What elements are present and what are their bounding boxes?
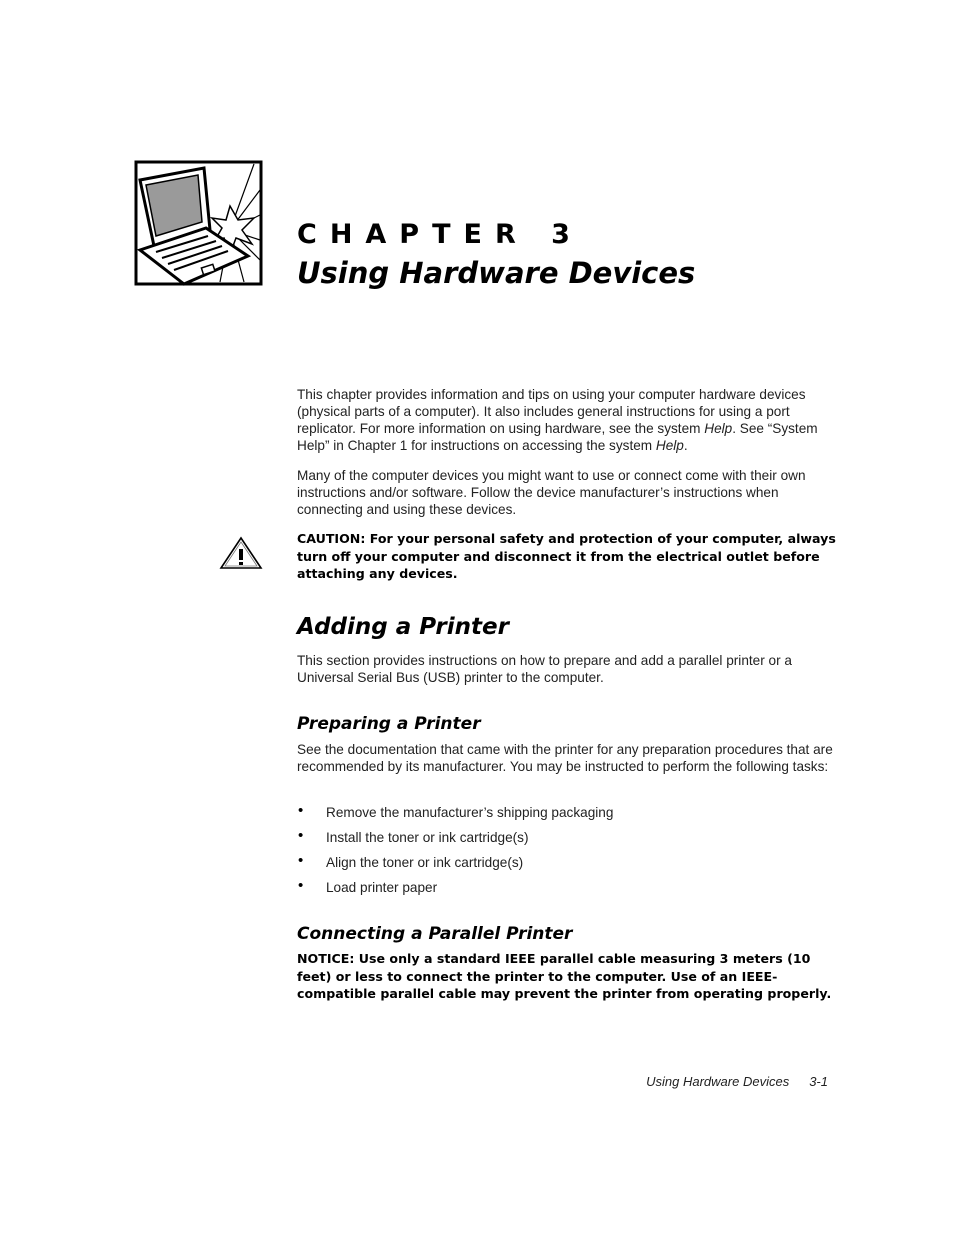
bullet-glyph: • bbox=[298, 827, 304, 844]
preparing-printer-paragraph: See the documentation that came with the printer for any preparation procedures that are recommended by its manufacturer. You may be instructed to perform the following tasks: bbox=[297, 742, 833, 774]
caution-statement: CAUTION: For your personal safety and protection of your computer, always turn off your computer and disconnect it from the electrical outlet before attaching any devices. bbox=[297, 531, 836, 581]
laptop-illustration-icon bbox=[134, 160, 264, 288]
running-title: Using Hardware Devices bbox=[646, 1074, 790, 1089]
bullet-glyph: • bbox=[298, 802, 304, 819]
heading-adding-a-printer: Adding a Printer bbox=[297, 614, 509, 640]
list-item: • Remove the manufacturer’s shipping packaging bbox=[298, 802, 614, 820]
intro-paragraph-2: Many of the computer devices you might want to use or connect come with their own instructions and/or software. Follow the device manufacturer’s instructions when connecting and using these devices. bbox=[297, 468, 806, 517]
heading-preparing-a-printer: Preparing a Printer bbox=[297, 714, 481, 734]
bullet-glyph: • bbox=[298, 877, 304, 894]
list-item: • Align the toner or ink cartridge(s) bbox=[298, 852, 524, 870]
bullet-glyph: • bbox=[298, 852, 304, 869]
intro-paragraph-1: This chapter provides information and tips on using your computer hardware devices (physical parts of a computer). It also includes general instructions for using a port replicator. For more information on using hardware, see the system Help. See “System Help” in Chapter 1 for instructions on accessing the system Help. bbox=[297, 387, 818, 453]
help-term: Help bbox=[704, 421, 733, 436]
page-footer bbox=[560, 1074, 828, 1089]
page-number: 3-1 bbox=[809, 1074, 828, 1089]
list-item: • Install the toner or ink cartridge(s) bbox=[298, 827, 529, 845]
heading-connecting-a-parallel-printer: Connecting a Parallel Printer bbox=[297, 924, 573, 944]
caution-triangle-icon bbox=[219, 536, 263, 570]
notice-statement: NOTICE: Use only a standard IEEE parallel cable measuring 3 meters (10 feet) or less to connect the printer to the computer. Use of an IEEE-compatible parallel cable may prevent the printer from operating properly. bbox=[297, 951, 832, 1001]
chapter-label: CHAPTER 3 bbox=[297, 219, 583, 250]
adding-printer-paragraph: This section provides instructions on how to prepare and add a parallel printer or a Universal Serial Bus (USB) printer to the computer. bbox=[297, 653, 792, 685]
help-term: Help bbox=[655, 438, 684, 453]
task-list bbox=[297, 804, 837, 904]
chapter-title: Using Hardware Devices bbox=[297, 256, 696, 290]
list-item: • Load printer paper bbox=[298, 877, 438, 895]
